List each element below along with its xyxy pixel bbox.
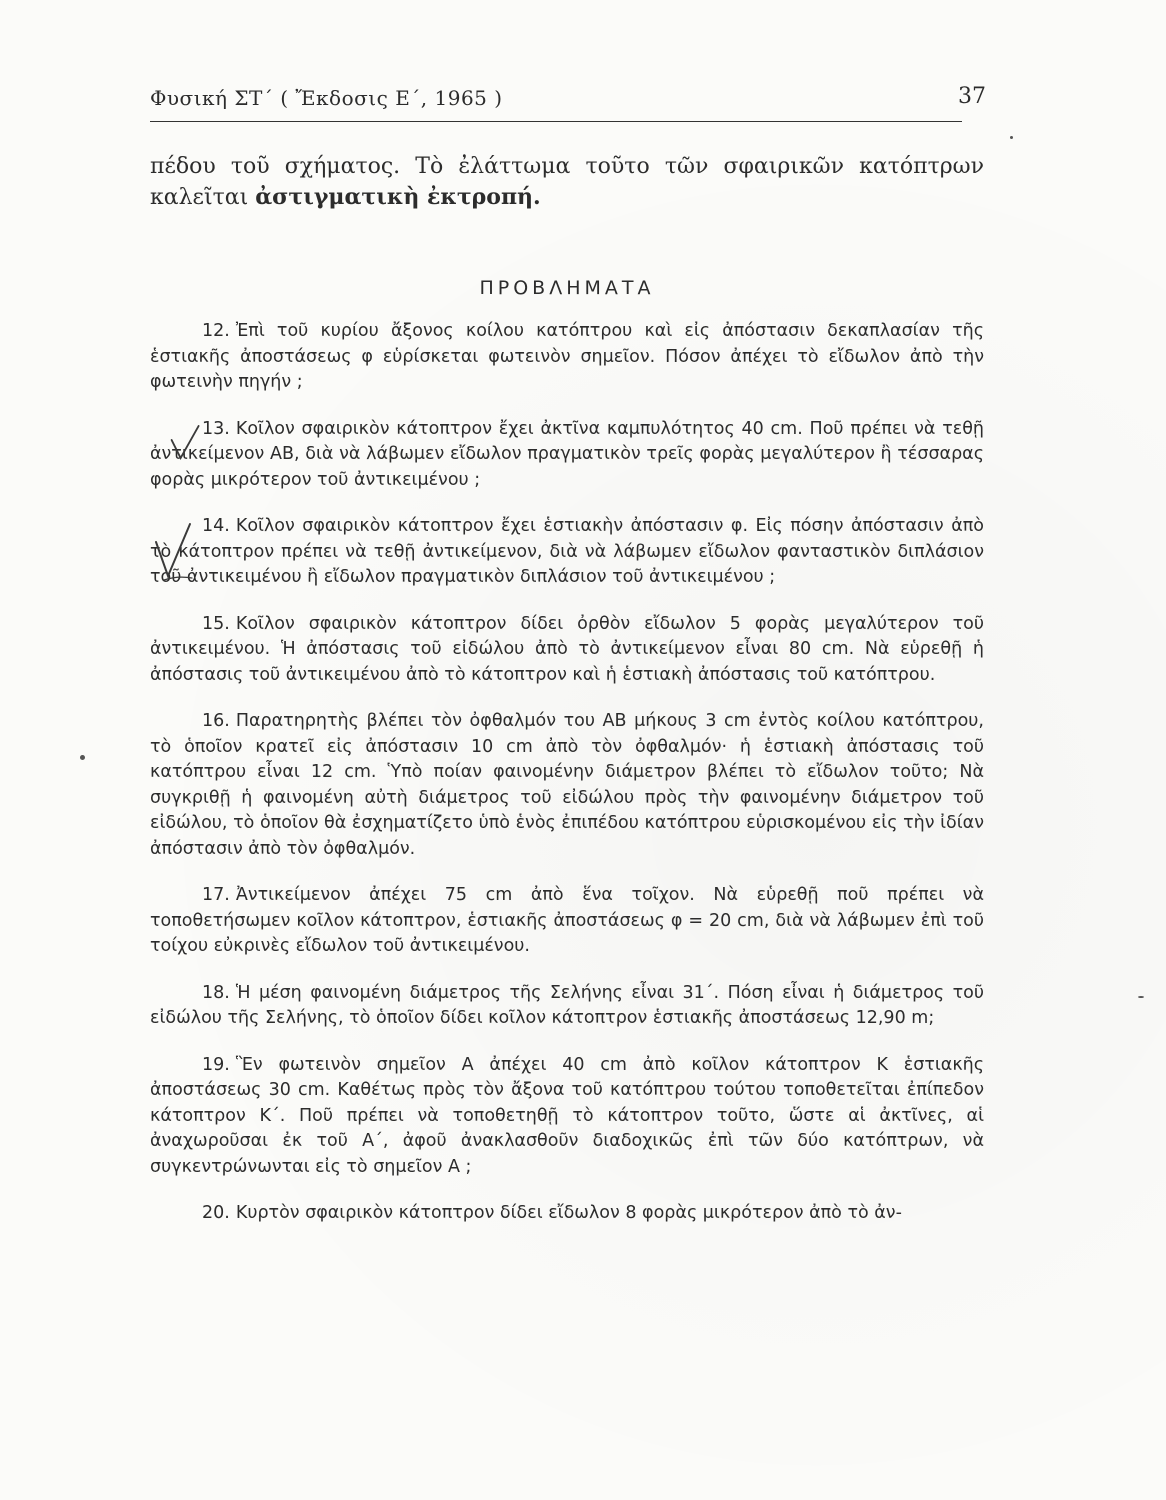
problem-text: Κοῖλον σφαιρικὸν κάτοπτρον δίδει ὀρθὸν εἴδωλον 5 φορὰς μεγαλύτερον τοῦ ἀντικειμένου. Ἡ ἀπόστασις τοῦ εἰδώλου ἀπὸ τὸ ἀντικείμενον εἶναι 80 cm. Νὰ εὑρεθῇ ἡ ἀπόστασις τοῦ ἀντικειμένου ἀπὸ τὸ κάτοπτρον καὶ ἡ ἑστιακὴ ἀπόστασις τοῦ κατόπτρου. [150, 613, 984, 685]
problem-text: Ἡ μέση φαινομένη διάμετρος τῆς Σελήνης εἶναι 31΄. Πόση εἶναι ἡ διάμετρος τοῦ εἰδώλου τῆς Σελήνης, τὸ ὁποῖον δίδει κοῖλον κάτοπτρον ἑστιακῆς ἀποστάσεως 12,90 m; [150, 982, 984, 1028]
problem-text: Κοῖλον σφαιρικὸν κάτοπτρον ἔχει ἑστιακὴν ἀπόστασιν φ. Εἰς πόσην ἀπόστασιν ἀπὸ τὸ κάτοπτρον πρέπει νὰ τεθῇ ἀντικείμενον, διὰ νὰ λάβωμεν εἴδωλον φανταστικὸν διπλάσιον τοῦ ἀντικειμένου ἢ εἴδωλον πραγματικὸν διπλάσιον τοῦ ἀντικειμένου ; [150, 516, 984, 587]
problem-number: 13. [202, 418, 230, 439]
problem-text: Παρατηρητὴς βλέπει τὸν ὀφθαλμόν του ΑΒ μήκους 3 cm ἐντὸς κοίλου κατόπτρου, τὸ ὁποῖον κρατεῖ εἰς ἀπόστασιν 10 cm ἀπὸ τὸν ὀφθαλμόν· ἡ ἑστιακὴ ἀπόστασις τοῦ κατόπτρου εἶναι 12 cm. Ὑπὸ ποίαν φαινομένην διάμετρον βλέπει τὸ εἴδωλον τοῦτο; Νὰ συγκριθῇ ἡ φαινομένη αὐτὴ διάμετρος τοῦ εἰδώλου πρὸς τὴν φαινομένην διάμετρον τοῦ εἰδώλου, τὸ ὁποῖον θὰ ἐσχηματίζετο ὑπὸ ἑνὸς ἐπιπέδου κατόπτρου εὑρισκομένου εἰς τὴν ἰδίαν ἀπόστασιν ἀπὸ τὸν ὀφθαλμόν. [150, 711, 984, 859]
scan-speck [80, 755, 85, 760]
scan-speck [1138, 996, 1144, 998]
problem-number: 16. [202, 711, 230, 731]
page-number: 37 [958, 84, 986, 109]
problem-14 [150, 514, 984, 591]
handwritten-check-mark-icon [170, 424, 202, 464]
problem-17 [150, 883, 984, 960]
scan-speck [1010, 136, 1013, 139]
problem-text: Κοῖλον σφαιρικὸν κάτοπτρον ἔχει ἀκτῖνα καμπυλότητος 40 cm. Ποῦ πρέπει νὰ τεθῇ ἀντικείμενον ΑΒ, διὰ νὰ λάβωμεν εἴδωλον πραγματικὸν τρεῖς φορὰς μεγαλύτερον ἢ τέσσαρας φορὰς μικρότερον τοῦ ἀντικειμένου ; [150, 418, 984, 490]
problem-number: 15. [202, 613, 230, 634]
problem-text: Ἐπὶ τοῦ κυρίου ἄξονος κοίλου κατόπτρου καὶ εἰς ἀπόστασιν δεκαπλασίαν τῆς ἑστιακῆς ἀποστάσεως φ εὑρίσκεται φωτεινὸν σημεῖον. Πόσον ἀπέχει τὸ εἴδωλον ἀπὸ τὴν φωτεινὴν πηγήν ; [150, 321, 984, 392]
problem-number: 18. [202, 982, 230, 1003]
problem-12 [150, 319, 984, 396]
running-head [150, 86, 986, 116]
problem-18 [150, 981, 984, 1032]
book-title: Φυσική ΣΤ΄ ( Ἔκδοσις Ε΄, 1965 ) [150, 86, 503, 110]
problem-15 [150, 612, 984, 689]
problem-16 [150, 709, 984, 862]
problem-text: Ἓν φωτεινὸν σημεῖον Α ἀπέχει 40 cm ἀπὸ κοῖλον κάτοπτρον Κ ἑστιακῆς ἀποστάσεως 30 cm. Καθέτως πρὸς τὸν ἄξονα τοῦ κατόπτρου τούτου τοποθετεῖται ἐπίπεδον κάτοπτρον Κ΄. Ποῦ πρέπει νὰ τοποθετηθῇ τὸ κάτοπτρον τοῦτο, ὥστε αἱ ἀκτῖνες, αἱ ἀναχωροῦσαι ἐκ τοῦ Α΄, ἀφοῦ ἀνακλασθοῦν διαδοχικῶς ἐπὶ τῶν δύο κατόπτρων, νὰ συγκεντρώνωνται εἰς τὸ σημεῖον Α ; [150, 1054, 984, 1177]
intro-paragraph [150, 152, 984, 213]
handwritten-check-mark-icon [150, 520, 196, 584]
problem-text: Ἀντικείμενον ἀπέχει 75 cm ἀπὸ ἕνα τοῖχον. Νὰ εὑρεθῇ ποῦ πρέπει νὰ τοποθετήσωμεν κοῖλον κάτοπτρον, ἑστιακῆς ἀποστάσεως φ = 20 cm, διὰ νὰ λάβωμεν ἐπὶ τοῦ τοίχου εὐκρινὲς εἴδωλον τοῦ ἀντικειμένου. [150, 885, 984, 956]
problem-19 [150, 1053, 984, 1181]
problem-number: 12. [202, 321, 230, 341]
header-rule [150, 121, 962, 122]
page-body [150, 152, 984, 1248]
problem-13 [150, 417, 984, 494]
intro-term: ἀστιγματικὴ ἐκτροπή. [255, 184, 541, 210]
problem-number: 19. [202, 1054, 230, 1075]
problem-number: 14. [202, 516, 230, 536]
problem-text: Κυρτὸν σφαιρικὸν κάτοπτρον δίδει εἴδωλον 8 φορὰς μικρότερον ἀπὸ τὸ ἀν- [235, 1203, 902, 1223]
intro-text: πέδου τοῦ σχήματος. Τὸ ἐλάττωμα τοῦτο τῶν σφαιρικῶν κατόπτρων καλεῖται [150, 154, 984, 210]
problem-number: 17. [202, 885, 230, 905]
problem-number: 20. [202, 1203, 230, 1223]
section-title: ΠΡΟΒΛΗΜΑΤΑ [479, 277, 655, 299]
problem-20 [150, 1201, 984, 1227]
